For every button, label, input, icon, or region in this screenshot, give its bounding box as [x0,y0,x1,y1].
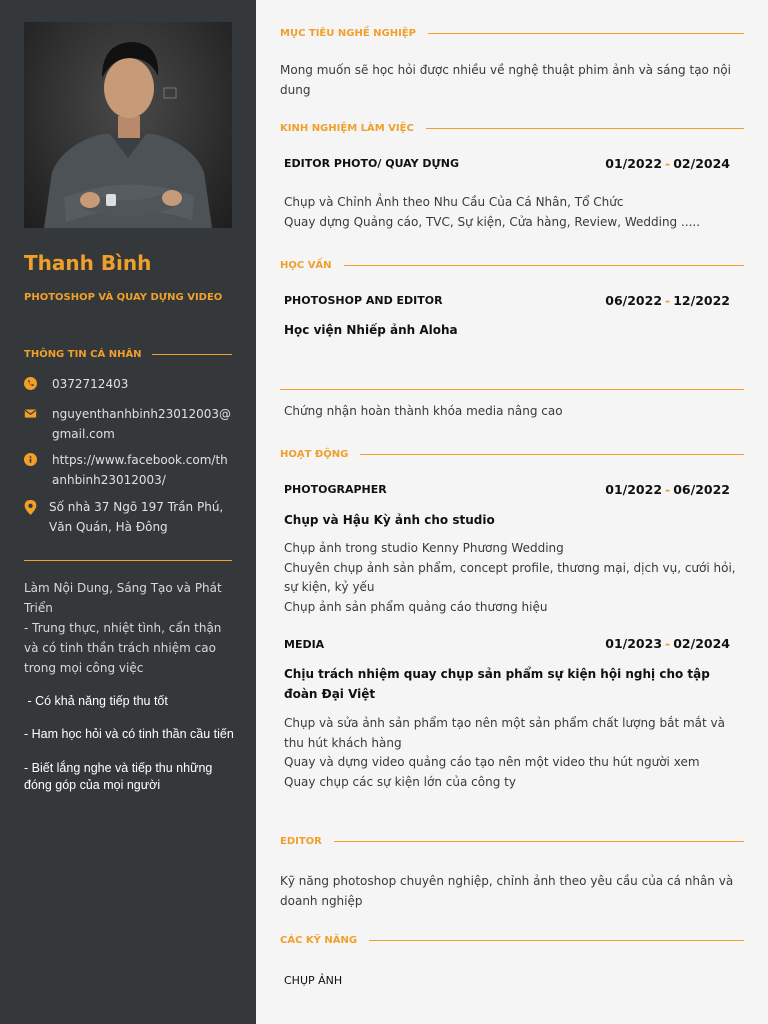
activity-date [605,482,730,497]
date-separator: - [665,482,671,497]
phone-icon [24,374,44,394]
activity-org: Chịu trách nhiệm quay chụp sản phẩm sự kiện hội nghị cho tập đoàn Đại Việt [284,667,710,701]
heading-rule [426,128,744,129]
location-icon [24,497,44,537]
date-from: 01/2023 [605,636,663,651]
contact-website [24,450,234,490]
heading-rule [428,33,744,34]
email-icon [24,404,44,444]
date-to: 12/2022 [673,293,730,308]
date-from: 06/2022 [605,293,663,308]
about-text: Làm Nội Dung, Sáng Tạo và Phát Triển - Trung thực, nhiệt tình, cẩn thận và có tinh thần trách nhiệm cao trong mọi công việc [24,581,222,675]
full-name: Thanh Bình [24,251,152,275]
sidebar-divider [24,560,232,561]
experience-heading [280,123,744,134]
date-from: 01/2022 [605,156,663,171]
objective-heading-text: MỤC TIÊU NGHỀ NGHIỆP [280,28,416,39]
skills-heading [280,935,744,946]
activity-org: Chụp và Hậu Kỳ ảnh cho studio [284,513,495,527]
heading-rule [344,265,744,266]
trait-item: - Có khả năng tiếp thu tốt [24,694,168,708]
education-heading-text: HỌC VẤN [280,260,332,271]
education-heading [280,260,744,271]
job-description: Chụp và Chỉnh Ảnh theo Nhu Cầu Của Cá Nhân, Tổ Chức Quay dựng Quảng cáo, TVC, Sự kiện, Cửa hàng, Review, Wedding ..... [284,195,701,229]
skills-heading-text: CÁC KỸ NĂNG [280,935,358,946]
contact-email [24,404,234,444]
activity-date [605,636,730,651]
editor-heading-text: EDITOR [280,836,322,847]
date-to: 02/2024 [673,636,730,651]
activity-title: PHOTOGRAPHER [284,483,387,496]
activity-description: Chụp và sửa ảnh sản phẩm tạo nên một sản phẩm chất lượng bắt mắt và thu hút khách hàng Quay và dựng video quảng cáo tạo nên một video thu hút người xem Quay chụp các sự kiện lớn của công ty [284,716,725,789]
activities-heading-text: HOẠT ĐỘNG [280,449,349,460]
sidebar [0,0,256,1024]
school-name: Học viện Nhiếp ảnh Aloha [284,323,458,337]
objective-heading [280,28,744,39]
profile-photo [24,22,232,228]
heading-rule [334,841,744,842]
heading-rule [369,940,744,941]
email-link[interactable]: nguyenthanhbinh23012003@gmail.com [52,407,232,441]
editor-heading [280,836,744,847]
editor-text: Kỹ năng photoshop chuyên nghiệp, chỉnh ảnh theo yêu cầu của cá nhân và doanh nghiệp [280,874,734,908]
course-title: PHOTOSHOP AND EDITOR [284,294,443,307]
activity-title: MEDIA [284,638,325,651]
date-separator: - [665,636,671,651]
personal-info-heading-text: THÔNG TIN CÁ NHÂN [24,349,142,360]
job-date [605,156,730,171]
activities-heading [280,449,744,460]
heading-rule [360,454,744,455]
course-date [605,293,730,308]
trait-item: - Biết lắng nghe và tiếp thu những đóng góp của mọi người [24,761,213,792]
heading-rule [152,354,232,355]
skill-item: CHỤP ẢNH [284,974,343,987]
personal-info-heading [24,349,232,360]
date-from: 01/2022 [605,482,663,497]
date-separator: - [665,156,671,171]
address-text: Số nhà 37 Ngõ 197 Trần Phú, Văn Quán, Hà Đông [49,500,224,534]
certificate-text: Chứng nhận hoàn thành khóa media nâng cao [284,404,563,418]
phone-text: 0372712403 [52,377,129,391]
website-link[interactable]: https://www.facebook.com/thanhbinh23012003/ [52,453,228,487]
job-title: EDITOR PHOTO/ QUAY DỰNG [284,157,459,170]
activity-description: Chụp ảnh trong studio Kenny Phương Wedding Chuyên chụp ảnh sản phẩm, concept profile, thương mại, dịch vụ, cưới hỏi, sự kiện, kỷ yếu Chụp ảnh sản phẩm quảng cáo thương hiệu [284,541,736,614]
certificate-rule [280,389,744,390]
trait-item: - Ham học hỏi và có tinh thần cầu tiến [24,727,234,741]
date-to: 02/2024 [673,156,730,171]
contact-phone [24,374,234,394]
experience-heading-text: KINH NGHIỆM LÀM VIỆC [280,123,414,134]
contact-address [24,497,234,537]
date-to: 06/2022 [673,482,730,497]
job-subtitle: PHOTOSHOP VÀ QUAY DỰNG VIDEO [24,292,223,303]
date-separator: - [665,293,671,308]
info-icon [24,450,44,490]
objective-text: Mong muốn sẽ học hỏi được nhiều về nghệ thuật phim ảnh và sáng tạo nội dung [280,63,731,97]
